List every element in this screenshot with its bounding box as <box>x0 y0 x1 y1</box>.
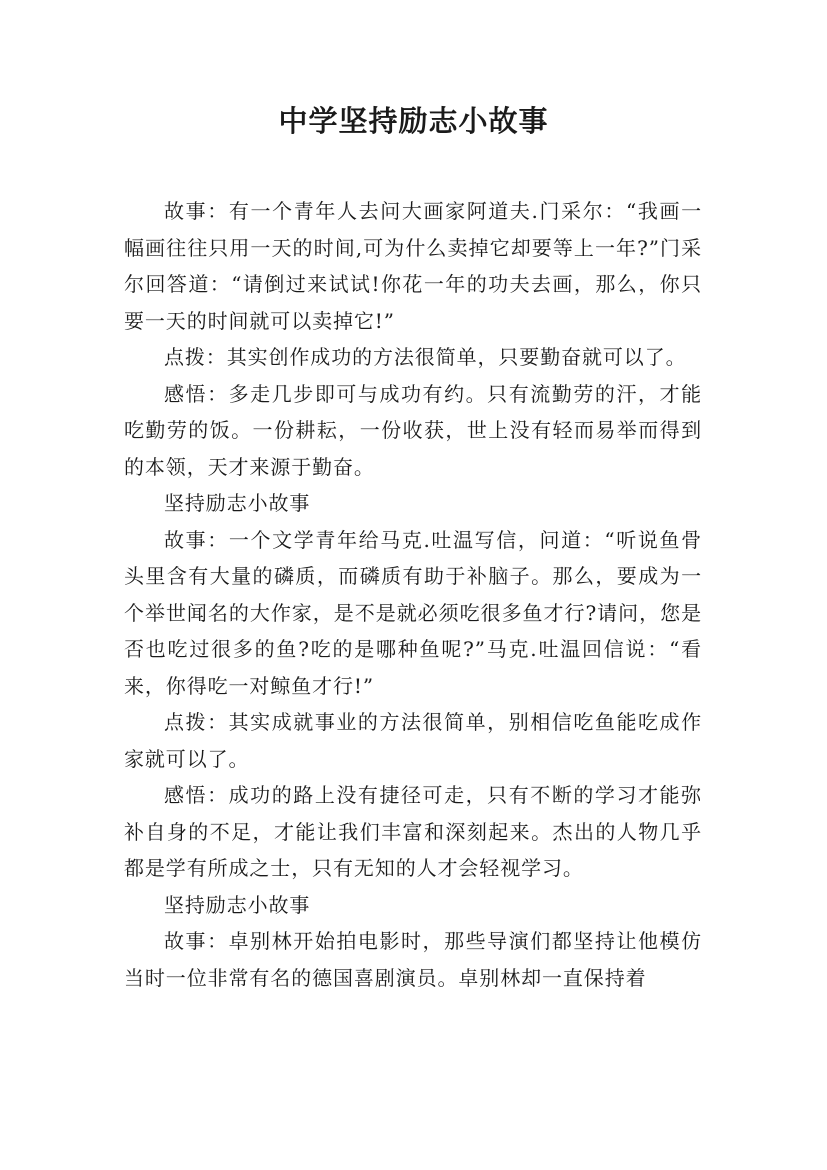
paragraph-hint-1: 点拨：其实创作成功的方法很简单，只要勤奋就可以了。 <box>164 345 687 369</box>
paragraph-insight-1: 感悟：多走几步即可与成功有约。只有流勤劳的汗，才能吃勤劳的饭。一份耕耘，一份收获，世上没有轻而易举而得到的本领，天才来源于勤奋。 <box>124 381 702 479</box>
section-heading-2: 坚持励志小故事 <box>164 491 311 515</box>
paragraph-hint-2: 点拨：其实成就事业的方法很简单，别相信吃鱼能吃成作家就可以了。 <box>124 710 702 771</box>
section-heading-3: 坚持励志小故事 <box>164 892 311 917</box>
document-body <box>124 193 702 996</box>
paragraph-story-2: 故事：一个文学青年给马克.吐温写信，问道：“听说鱼骨头里含有大量的磷质，而磷质有助于补脑子。那么，要成为一个举世闻名的大作家，是不是就必须吃很多鱼才行?请问，您是否也吃过很多的鱼?吃的是哪种鱼呢?”马克.吐温回信说：“看来，你得吃一对鲸鱼才行!” <box>124 527 702 698</box>
document-title: 中学坚持励志小故事 <box>278 104 549 138</box>
paragraph-insight-2: 感悟：成功的路上没有捷径可走，只有不断的学习才能弥补自身的不足，才能让我们丰富和深刻起来。杰出的人物几乎都是学有所成之士，只有无知的人才会轻视学习。 <box>124 783 702 880</box>
paragraph-story-3: 故事：卓别林开始拍电影时，那些导演们都坚持让他模仿当时一位非常有名的德国喜剧演员。卓别林却一直保持着 <box>124 929 702 990</box>
paragraph-story-1: 故事：有一个青年人去问大画家阿道夫.门采尔：“我画一幅画往往只用一天的时间,可为什么卖掉它却要等上一年?”门采尔回答道：“请倒过来试试!你花一年的功夫去画，那么，你只要一天的时间就可以卖掉它!” <box>124 199 702 333</box>
